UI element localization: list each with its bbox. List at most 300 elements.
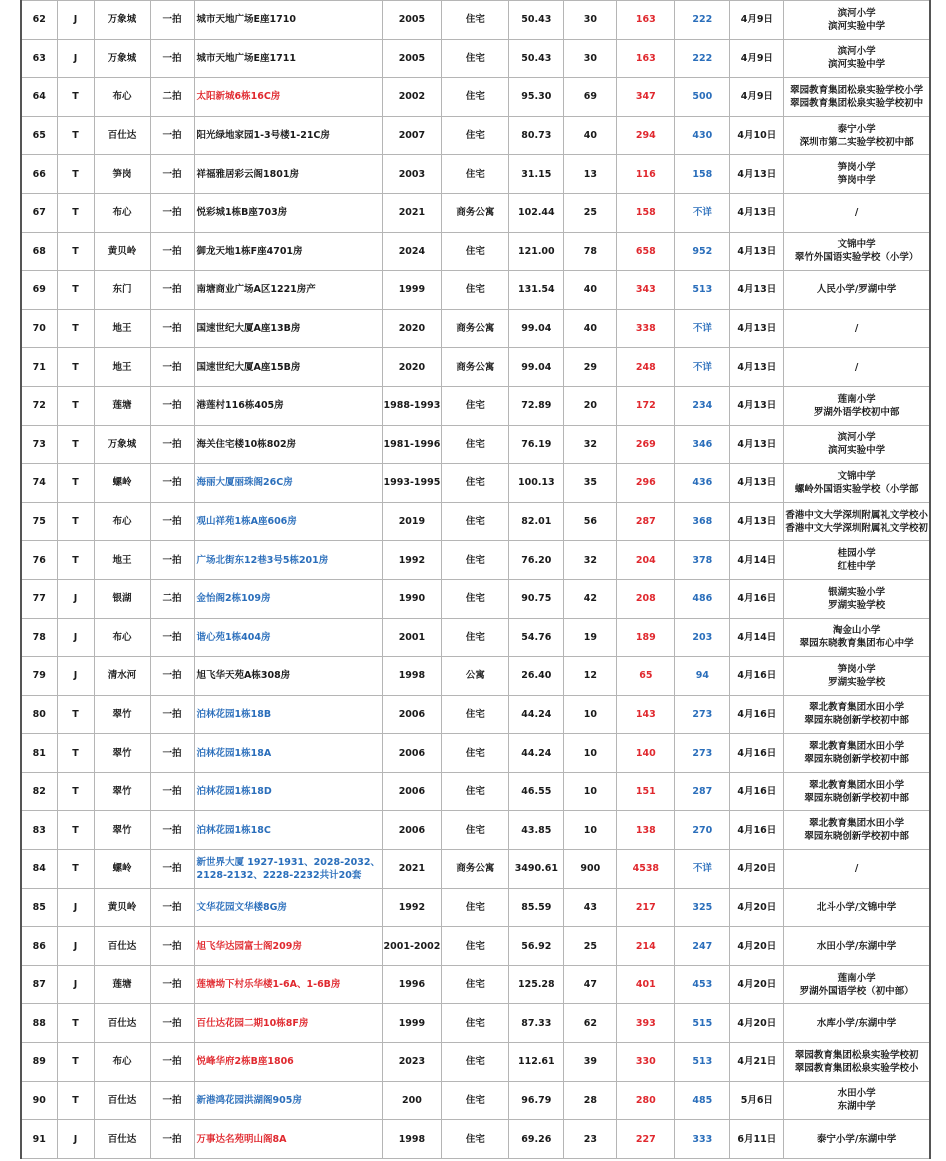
property-address-cell: 南塘商业广场A区1221房产 <box>194 271 382 310</box>
area-sqm-cell: 96.79 <box>509 1081 564 1120</box>
reference-price-cell: 不详 <box>675 309 730 348</box>
reference-price-cell: 378 <box>675 541 730 580</box>
usage-cell: 住宅 <box>442 1 509 40</box>
school-name: 莲南小学 <box>837 972 876 984</box>
row-number-cell: 65 <box>21 116 57 155</box>
school-district-cell <box>784 116 930 155</box>
area-cell: 万象城 <box>94 39 150 78</box>
area-cell: 百仕达 <box>94 1004 150 1043</box>
table-row <box>21 618 930 657</box>
type-code-cell: T <box>57 155 94 194</box>
auction-date-cell: 4月20日 <box>730 927 784 966</box>
row-number-cell: 75 <box>21 502 57 541</box>
school-name: 罗湖外国语学校（初中部） <box>799 985 914 997</box>
type-code-cell: J <box>57 1 94 40</box>
table-row <box>21 541 930 580</box>
school-district-cell <box>784 850 930 889</box>
floor-count-cell: 20 <box>564 386 617 425</box>
type-code-cell: J <box>57 618 94 657</box>
starting-price-cell: 116 <box>617 155 675 194</box>
area-sqm-cell: 31.15 <box>509 155 564 194</box>
school-district-cell <box>784 1120 930 1159</box>
usage-cell: 住宅 <box>442 78 509 117</box>
auction-round-cell: 一拍 <box>150 927 194 966</box>
school-district-cell <box>784 1081 930 1120</box>
starting-price-cell: 287 <box>617 502 675 541</box>
school-name: 红桂中学 <box>837 561 876 573</box>
starting-price-cell: 296 <box>617 464 675 503</box>
property-address-cell: 悦峰华府2栋B座1806 <box>194 1043 382 1082</box>
auction-round-cell: 一拍 <box>150 772 194 811</box>
floor-count-cell: 25 <box>564 193 617 232</box>
area-cell: 翠竹 <box>94 811 150 850</box>
auction-round-cell: 一拍 <box>150 888 194 927</box>
usage-cell: 住宅 <box>442 541 509 580</box>
type-code-cell: T <box>57 541 94 580</box>
school-name: 香港中文大学深圳附属礼文学校小 <box>785 509 928 521</box>
build-year-cell: 2003 <box>382 155 442 194</box>
area-sqm-cell: 69.26 <box>509 1120 564 1159</box>
area-sqm-cell: 56.92 <box>509 927 564 966</box>
table-row <box>21 965 930 1004</box>
table-row <box>21 116 930 155</box>
school-district-cell <box>784 1043 930 1082</box>
table-row <box>21 734 930 773</box>
area-sqm-cell: 125.28 <box>509 965 564 1004</box>
build-year-cell: 1999 <box>382 1004 442 1043</box>
table-row <box>21 155 930 194</box>
school-name: 桂园小学 <box>837 548 876 560</box>
build-year-cell: 1993-1995 <box>382 464 442 503</box>
build-year-cell: 1998 <box>382 657 442 696</box>
usage-cell: 商务公寓 <box>442 309 509 348</box>
school-name: 人民小学/罗湖中学 <box>816 284 897 296</box>
auction-round-cell: 一拍 <box>150 502 194 541</box>
school-name: 泰宁小学/东湖中学 <box>816 1133 897 1145</box>
starting-price-cell: 393 <box>617 1004 675 1043</box>
type-code-cell: T <box>57 78 94 117</box>
school-district-cell <box>784 386 930 425</box>
area-sqm-cell: 54.76 <box>509 618 564 657</box>
usage-cell: 住宅 <box>442 232 509 271</box>
starting-price-cell: 172 <box>617 386 675 425</box>
table-row <box>21 271 930 310</box>
build-year-cell: 2001 <box>382 618 442 657</box>
starting-price-cell: 248 <box>617 348 675 387</box>
area-sqm-cell: 90.75 <box>509 579 564 618</box>
starting-price-cell: 658 <box>617 232 675 271</box>
type-code-cell: J <box>57 927 94 966</box>
row-number-cell: 84 <box>21 850 57 889</box>
row-number-cell: 72 <box>21 386 57 425</box>
row-number-cell: 62 <box>21 1 57 40</box>
type-code-cell: J <box>57 657 94 696</box>
row-number-cell: 71 <box>21 348 57 387</box>
area-cell: 布心 <box>94 618 150 657</box>
reference-price-cell: 273 <box>675 695 730 734</box>
type-code-cell: T <box>57 464 94 503</box>
build-year-cell: 2006 <box>382 734 442 773</box>
area-sqm-cell: 112.61 <box>509 1043 564 1082</box>
type-code-cell: T <box>57 772 94 811</box>
school-district-cell <box>784 618 930 657</box>
starting-price-cell: 138 <box>617 811 675 850</box>
auction-date-cell: 4月13日 <box>730 193 784 232</box>
property-address-cell: 旭飞华达园富士阁209房 <box>194 927 382 966</box>
property-address-cell: 百仕达花园二期10栋8F房 <box>194 1004 382 1043</box>
auction-date-cell: 6月11日 <box>730 1120 784 1159</box>
auction-round-cell: 一拍 <box>150 425 194 464</box>
usage-cell: 住宅 <box>442 271 509 310</box>
auction-round-cell: 一拍 <box>150 348 194 387</box>
property-address-cell: 谐心苑1栋404房 <box>194 618 382 657</box>
starting-price-cell: 189 <box>617 618 675 657</box>
school-name: 滨河实验中学 <box>828 20 886 32</box>
table-row <box>21 1004 930 1043</box>
auction-round-cell: 一拍 <box>150 271 194 310</box>
type-code-cell: T <box>57 850 94 889</box>
starting-price-cell: 151 <box>617 772 675 811</box>
type-code-cell: T <box>57 193 94 232</box>
area-cell: 地王 <box>94 348 150 387</box>
school-name: 翠北教育集团水田小学 <box>809 779 905 791</box>
area-sqm-cell: 72.89 <box>509 386 564 425</box>
usage-cell: 住宅 <box>442 927 509 966</box>
area-sqm-cell: 121.00 <box>509 232 564 271</box>
row-number-cell: 86 <box>21 927 57 966</box>
table-body <box>21 1 930 1159</box>
floor-count-cell: 13 <box>564 155 617 194</box>
reference-price-cell: 436 <box>675 464 730 503</box>
property-address-cell: 御龙天地1栋F座4701房 <box>194 232 382 271</box>
area-sqm-cell: 100.13 <box>509 464 564 503</box>
area-cell: 翠竹 <box>94 772 150 811</box>
area-sqm-cell: 99.04 <box>509 348 564 387</box>
auction-date-cell: 4月13日 <box>730 155 784 194</box>
school-name: 翠园教育集团松泉实验学校小 <box>794 1062 919 1074</box>
build-year-cell: 200 <box>382 1081 442 1120</box>
table-row <box>21 39 930 78</box>
reference-price-cell: 222 <box>675 1 730 40</box>
floor-count-cell: 10 <box>564 772 617 811</box>
property-address-cell: 泊林花园1栋18D <box>194 772 382 811</box>
table-row <box>21 1043 930 1082</box>
build-year-cell: 2001-2002 <box>382 927 442 966</box>
auction-round-cell: 二拍 <box>150 579 194 618</box>
school-name: 罗湖实验学校 <box>828 599 886 611</box>
type-code-cell: J <box>57 1120 94 1159</box>
area-cell: 莲塘 <box>94 386 150 425</box>
row-number-cell: 85 <box>21 888 57 927</box>
property-address-cell: 莲塘坳下村乐华楼1-6A、1-6B房 <box>194 965 382 1004</box>
school-district-cell <box>784 78 930 117</box>
area-sqm-cell: 46.55 <box>509 772 564 811</box>
table-row <box>21 1 930 40</box>
area-cell: 百仕达 <box>94 1081 150 1120</box>
area-cell: 布心 <box>94 193 150 232</box>
area-cell: 万象城 <box>94 425 150 464</box>
type-code-cell: T <box>57 1081 94 1120</box>
school-name: 翠园教育集团松泉实验学校初中 <box>790 97 924 109</box>
school-name: 笋岗小学 <box>837 162 876 174</box>
area-cell: 地王 <box>94 309 150 348</box>
area-cell: 银湖 <box>94 579 150 618</box>
type-code-cell: T <box>57 734 94 773</box>
area-cell: 地王 <box>94 541 150 580</box>
property-address-cell: 旭飞华天苑A栋308房 <box>194 657 382 696</box>
row-number-cell: 67 <box>21 193 57 232</box>
row-number-cell: 91 <box>21 1120 57 1159</box>
table-row <box>21 811 930 850</box>
reference-price-cell: 287 <box>675 772 730 811</box>
floor-count-cell: 47 <box>564 965 617 1004</box>
table-row <box>21 348 930 387</box>
school-district-cell <box>784 734 930 773</box>
reference-price-cell: 515 <box>675 1004 730 1043</box>
auction-round-cell: 一拍 <box>150 734 194 773</box>
usage-cell: 住宅 <box>442 1081 509 1120</box>
auction-date-cell: 4月13日 <box>730 386 784 425</box>
property-address-cell: 广场北街东12巷3号5栋201房 <box>194 541 382 580</box>
area-cell: 布心 <box>94 1043 150 1082</box>
area-cell: 百仕达 <box>94 927 150 966</box>
floor-count-cell: 32 <box>564 541 617 580</box>
property-address-cell: 城市天地广场E座1711 <box>194 39 382 78</box>
floor-count-cell: 32 <box>564 425 617 464</box>
auction-round-cell: 一拍 <box>150 1 194 40</box>
auction-round-cell: 一拍 <box>150 1081 194 1120</box>
floor-count-cell: 43 <box>564 888 617 927</box>
area-sqm-cell: 85.59 <box>509 888 564 927</box>
row-number-cell: 74 <box>21 464 57 503</box>
area-cell: 黄贝岭 <box>94 888 150 927</box>
usage-cell: 住宅 <box>442 425 509 464</box>
build-year-cell: 1981-1996 <box>382 425 442 464</box>
type-code-cell: J <box>57 965 94 1004</box>
build-year-cell: 2005 <box>382 39 442 78</box>
table-row <box>21 386 930 425</box>
property-address-cell: 悦彩城1栋B座703房 <box>194 193 382 232</box>
school-name: 翠园东晓创新学校初中部 <box>804 831 909 843</box>
school-name: / <box>854 361 859 373</box>
area-sqm-cell: 3490.61 <box>509 850 564 889</box>
area-sqm-cell: 50.43 <box>509 1 564 40</box>
type-code-cell: T <box>57 695 94 734</box>
area-cell: 翠竹 <box>94 695 150 734</box>
row-number-cell: 76 <box>21 541 57 580</box>
reference-price-cell: 430 <box>675 116 730 155</box>
school-district-cell <box>784 155 930 194</box>
area-cell: 东门 <box>94 271 150 310</box>
table-row <box>21 850 930 889</box>
row-number-cell: 80 <box>21 695 57 734</box>
auction-round-cell: 一拍 <box>150 1120 194 1159</box>
school-name: 翠园东晓创新学校初中部 <box>804 715 909 727</box>
build-year-cell: 1992 <box>382 541 442 580</box>
usage-cell: 商务公寓 <box>442 850 509 889</box>
school-district-cell <box>784 695 930 734</box>
school-district-cell <box>784 579 930 618</box>
school-name: 滨河小学 <box>837 432 876 444</box>
starting-price-cell: 158 <box>617 193 675 232</box>
area-sqm-cell: 76.20 <box>509 541 564 580</box>
row-number-cell: 87 <box>21 965 57 1004</box>
type-code-cell: T <box>57 425 94 464</box>
property-address-cell: 新港鸿花园洪湖阁905房 <box>194 1081 382 1120</box>
build-year-cell: 2005 <box>382 1 442 40</box>
type-code-cell: T <box>57 271 94 310</box>
area-cell: 布心 <box>94 78 150 117</box>
row-number-cell: 83 <box>21 811 57 850</box>
property-address-cell: 新世界大厦 1927-1931、2028-2032、2128-2132、2228-2232共计20套 <box>194 850 382 889</box>
area-sqm-cell: 50.43 <box>509 39 564 78</box>
table-row <box>21 502 930 541</box>
auction-round-cell: 一拍 <box>150 39 194 78</box>
usage-cell: 住宅 <box>442 579 509 618</box>
auction-round-cell: 一拍 <box>150 386 194 425</box>
row-number-cell: 70 <box>21 309 57 348</box>
area-sqm-cell: 131.54 <box>509 271 564 310</box>
floor-count-cell: 56 <box>564 502 617 541</box>
table-row <box>21 888 930 927</box>
floor-count-cell: 30 <box>564 1 617 40</box>
starting-price-cell: 294 <box>617 116 675 155</box>
floor-count-cell: 28 <box>564 1081 617 1120</box>
floor-count-cell: 39 <box>564 1043 617 1082</box>
starting-price-cell: 163 <box>617 39 675 78</box>
area-cell: 布心 <box>94 502 150 541</box>
row-number-cell: 66 <box>21 155 57 194</box>
reference-price-cell: 203 <box>675 618 730 657</box>
table-row <box>21 657 930 696</box>
property-address-cell: 文华花园文华楼8G房 <box>194 888 382 927</box>
build-year-cell: 2020 <box>382 309 442 348</box>
starting-price-cell: 343 <box>617 271 675 310</box>
reference-price-cell: 500 <box>675 78 730 117</box>
property-address-cell: 港莲村116栋405房 <box>194 386 382 425</box>
starting-price-cell: 4538 <box>617 850 675 889</box>
row-number-cell: 69 <box>21 271 57 310</box>
school-name: 滨河实验中学 <box>828 59 886 71</box>
school-district-cell <box>784 888 930 927</box>
usage-cell: 商务公寓 <box>442 193 509 232</box>
auction-round-cell: 一拍 <box>150 811 194 850</box>
auction-round-cell: 一拍 <box>150 464 194 503</box>
school-district-cell <box>784 772 930 811</box>
auction-date-cell: 4月13日 <box>730 502 784 541</box>
school-name: 银湖实验小学 <box>828 586 886 598</box>
reference-price-cell: 368 <box>675 502 730 541</box>
area-cell: 黄贝岭 <box>94 232 150 271</box>
auction-listing-table <box>20 0 931 1159</box>
auction-round-cell: 一拍 <box>150 965 194 1004</box>
starting-price-cell: 401 <box>617 965 675 1004</box>
school-name: 泰宁小学 <box>837 123 876 135</box>
build-year-cell: 2006 <box>382 772 442 811</box>
floor-count-cell: 42 <box>564 579 617 618</box>
reference-price-cell: 513 <box>675 271 730 310</box>
usage-cell: 住宅 <box>442 695 509 734</box>
row-number-cell: 63 <box>21 39 57 78</box>
area-sqm-cell: 87.33 <box>509 1004 564 1043</box>
starting-price-cell: 269 <box>617 425 675 464</box>
property-address-cell: 泊林花园1栋18C <box>194 811 382 850</box>
area-sqm-cell: 82.01 <box>509 502 564 541</box>
usage-cell: 商务公寓 <box>442 348 509 387</box>
row-number-cell: 82 <box>21 772 57 811</box>
reference-price-cell: 不详 <box>675 193 730 232</box>
school-name: 翠园东晓创新学校初中部 <box>804 754 909 766</box>
school-name: / <box>854 207 859 219</box>
floor-count-cell: 10 <box>564 811 617 850</box>
auction-round-cell: 一拍 <box>150 695 194 734</box>
usage-cell: 住宅 <box>442 39 509 78</box>
starting-price-cell: 280 <box>617 1081 675 1120</box>
property-address-cell: 阳光绿地家园1-3号楼1-21C房 <box>194 116 382 155</box>
school-name: / <box>854 323 859 335</box>
reference-price-cell: 94 <box>675 657 730 696</box>
usage-cell: 住宅 <box>442 811 509 850</box>
area-sqm-cell: 44.24 <box>509 734 564 773</box>
auction-date-cell: 4月21日 <box>730 1043 784 1082</box>
floor-count-cell: 25 <box>564 927 617 966</box>
area-cell: 百仕达 <box>94 1120 150 1159</box>
auction-round-cell: 一拍 <box>150 850 194 889</box>
table-row <box>21 425 930 464</box>
table-row <box>21 464 930 503</box>
table-row <box>21 1120 930 1159</box>
row-number-cell: 79 <box>21 657 57 696</box>
row-number-cell: 88 <box>21 1004 57 1043</box>
school-name: 滨河实验中学 <box>828 445 886 457</box>
school-name: 翠北教育集团水田小学 <box>809 818 905 830</box>
school-name: 翠园东晓创新学校初中部 <box>804 792 909 804</box>
school-district-cell <box>784 425 930 464</box>
school-name: 笋岗中学 <box>837 175 876 187</box>
area-cell: 螺岭 <box>94 464 150 503</box>
type-code-cell: T <box>57 811 94 850</box>
build-year-cell: 2021 <box>382 193 442 232</box>
school-district-cell <box>784 348 930 387</box>
build-year-cell: 1999 <box>382 271 442 310</box>
type-code-cell: T <box>57 116 94 155</box>
auction-date-cell: 4月13日 <box>730 348 784 387</box>
school-name: 螺岭外国语实验学校（小学部 <box>794 483 919 495</box>
reference-price-cell: 不详 <box>675 348 730 387</box>
auction-round-cell: 二拍 <box>150 78 194 117</box>
school-district-cell <box>784 1 930 40</box>
row-number-cell: 89 <box>21 1043 57 1082</box>
usage-cell: 住宅 <box>442 772 509 811</box>
auction-date-cell: 4月20日 <box>730 965 784 1004</box>
type-code-cell: T <box>57 348 94 387</box>
usage-cell: 住宅 <box>442 965 509 1004</box>
auction-round-cell: 一拍 <box>150 232 194 271</box>
school-name: 罗湖外语学校初中部 <box>813 406 900 418</box>
usage-cell: 住宅 <box>442 502 509 541</box>
school-district-cell <box>784 502 930 541</box>
build-year-cell: 2007 <box>382 116 442 155</box>
usage-cell: 住宅 <box>442 1120 509 1159</box>
school-district-cell <box>784 657 930 696</box>
floor-count-cell: 23 <box>564 1120 617 1159</box>
floor-count-cell: 40 <box>564 309 617 348</box>
floor-count-cell: 12 <box>564 657 617 696</box>
auction-round-cell: 一拍 <box>150 193 194 232</box>
usage-cell: 公寓 <box>442 657 509 696</box>
auction-date-cell: 4月16日 <box>730 579 784 618</box>
build-year-cell: 1996 <box>382 965 442 1004</box>
